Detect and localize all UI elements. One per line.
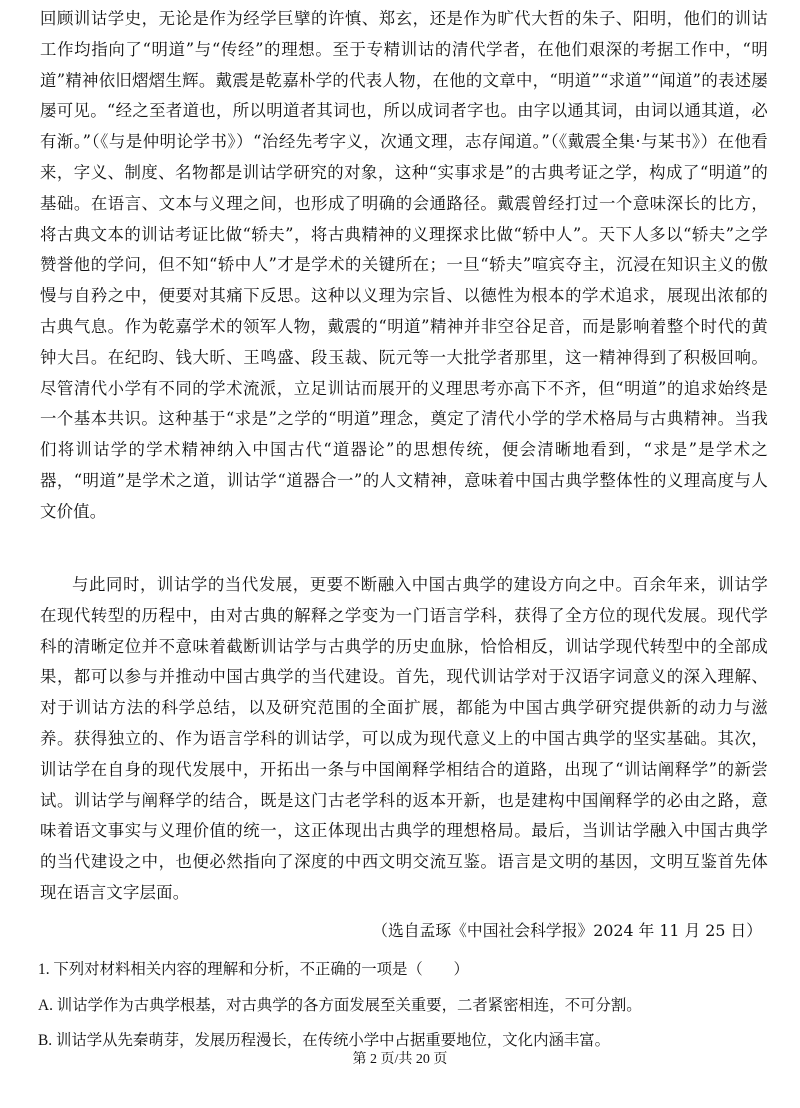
question-1-option-b: B. 训诂学从先秦萌芽，发展历程漫长，在传统小学中占据重要地位，文化内涵丰富。 <box>38 1032 611 1049</box>
page-number-footer: 第 2 页/共 20 页 <box>352 1052 448 1067</box>
question-1-stem: 1. 下列对材料相关内容的理解和分析，不正确的一项是（ ） <box>38 961 469 978</box>
question-1-option-a: A. 训诂学作为古典学根基，对古典学的各方面发展至关重要，二者紧密相连，不可分割。 <box>38 997 642 1014</box>
article-source-citation: （选自孟琢《中国社会科学报》2024 年 11 月 25 日） <box>372 921 762 940</box>
article-paragraph-2: 与此同时，训诂学的当代发展，更要不断融入中国古典学的建设方向之中。百余年来，训诂学在现代转型的历程中，由对古典的解释之学变为一门语言学科，获得了全方位的现代发展。现代学科的清晰定位并不意味着截断训诂学与古典学的历史血脉，恰恰相反，训诂学现代转型中的全部成果，都可以参与并推动中国古典学的当代建设。首先，现代训诂学对于汉语字词意义的深入理解、对于训诂方法的科学总结，以及研究范围的全面扩展，都能为中国古典学研究提供新的动力与滋养。获得独立的、作为语言学科的训诂学，可以成为现代意义上的中国古典学的坚实基础。其次，训诂学在自身的现代发展中，开拓出一条与中国阐释学相结合的道路，出现了“训诂阐释学”的新尝试。训诂学与阐释学的结合，既是这门古老学科的返本开新，也是建构中国阐释学的必由之路，意味着语文事实与义理价值的统一，这正体现出古典学的理想格局。最后，当训诂学融入中国古典学的当代建设之中，也便必然指向了深度的中西文明交流互鉴。语言是文明的基因，文明互鉴首先体现在语言文字层面。 <box>40 575 768 902</box>
article-paragraph-1: 回顾训诂学史，无论是作为经学巨擘的许慎、郑玄，还是作为旷代大哲的朱子、阳明，他们的训诂工作均指向了“明道”与“传经”的理想。至于专精训诂的清代学者，在他们艰深的考据工作中，“明道”精神依旧熠熠生辉。戴震是乾嘉朴学的代表人物，在他的文章中，“明道”“求道”“闻道”的表述屡屡可见。“经之至者道也，所以明道者其词也，所以成词者字也。由字以通其词，由词以通其道，必有渐。”（《与是仲明论学书》）“治经先考字义，次通文理，志存闻道。”（《戴震全集·与某书》）在他看来，字义、制度、名物都是训诂学研究的对象，这种“实事求是”的古典考证之学，构成了“明道”的基础。在语言、文本与义理之间，也形成了明确的会通路径。戴震曾经打过一个意味深长的比方，将古典文本的训诂考证比做“轿夫”，将古典精神的义理探求比做“轿中人”。天下人多以“轿夫”之学赞誉他的学问，但不知“轿中人”才是学术的关键所在；一旦“轿夫”喧宾夺主，沉浸在知识主义的傲慢与自矜之中，便要对其痛下反思。这种以义理为宗旨、以德性为根本的学术追求，展现出浓郁的古典气息。作为乾嘉学术的领军人物，戴震的“明道”精神并非空谷足音，而是影响着整个时代的黄钟大吕。在纪昀、钱大昕、王鸣盛、段玉裁、阮元等一大批学者那里，这一精神得到了积极回响。尽管清代小学有不同的学术流派，立足训诂而展开的义理思考亦高下不齐，但“明道”的追求始终是一个基本共识。这种基于“求是”之学的“明道”理念，奠定了清代小学的学术格局与古典精神。当我们将训诂学的学术精神纳入中国古代“道器论”的思想传统，便会清晰地看到，“求是”是学术之器，“明道”是学术之道，训诂学“道器合一”的人文精神，意味着中国古典学整体性的义理高度与人文价值。 <box>40 9 768 521</box>
